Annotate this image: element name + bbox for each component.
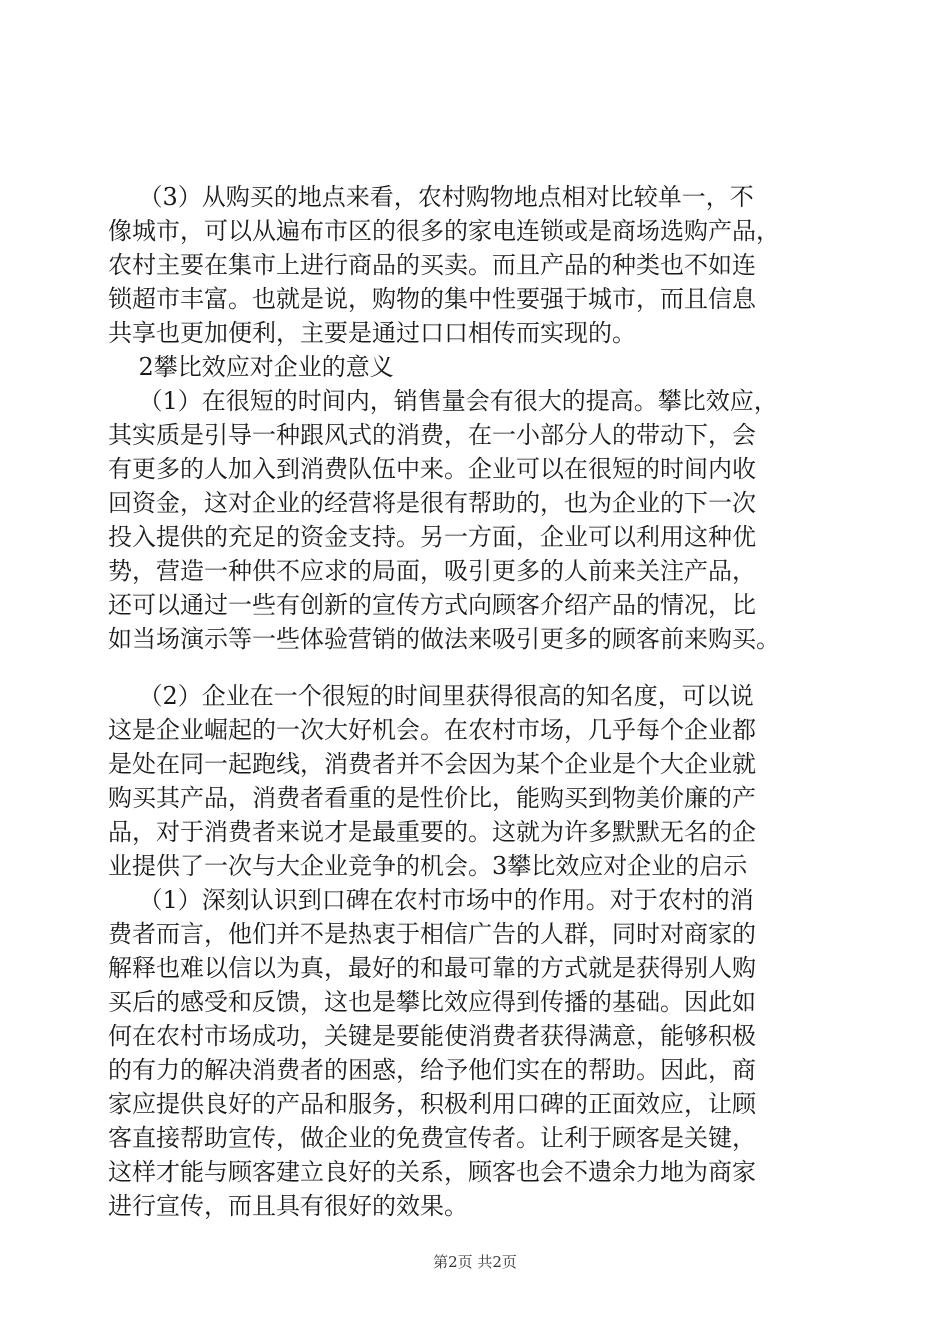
text-line: 是处在同一起跑线，消费者并不会因为某个企业是个大企业就	[108, 750, 756, 778]
text-line: 这样才能与顾客建立良好的关系，顾客也会不遗余力地为商家	[108, 1158, 756, 1186]
text-line: 客直接帮助宣传，做企业的免费宣传者。让利于顾客是关键，	[108, 1124, 756, 1152]
text-line: （2）企业在一个很短的时间里获得很高的知名度，可以说	[108, 682, 754, 710]
text-line: 像城市，可以从遍布市区的很多的家电连锁或是商场选购产品，	[108, 217, 780, 245]
text-line: 家应提供良好的产品和服务，积极利用口碑的正面效应，让顾	[108, 1090, 756, 1118]
text-line: 其实质是引导一种跟风式的消费，在一小部分人的带动下，会	[108, 421, 756, 449]
text-line: 投入提供的充足的资金支持。另一方面，企业可以利用这种优	[108, 523, 756, 551]
text-line: 解释也难以信以为真，最好的和最可靠的方式就是获得别人购	[108, 954, 756, 982]
text-line: 农村主要在集市上进行商品的买卖。而且产品的种类也不如连	[108, 251, 756, 279]
text-line: 如当场演示等一些体验营销的做法来吸引更多的顾客前来购买。	[108, 625, 780, 653]
text-line: 还可以通过一些有创新的宣传方式向顾客介绍产品的情况，比	[108, 591, 756, 619]
text-line: 势，营造一种供不应求的局面，吸引更多的人前来关注产品，	[108, 557, 756, 585]
section-heading: 2攀比效应对企业的意义	[108, 353, 394, 381]
text-line: 的有力的解决消费者的困惑，给予他们实在的帮助。因此，商	[108, 1056, 756, 1084]
text-line: 何在农村市场成功，关键是要能使消费者获得满意，能够积极	[108, 1022, 756, 1050]
text-line: 品，对于消费者来说才是最重要的。这就为许多默默无名的企	[108, 818, 756, 846]
text-line: 回资金，这对企业的经营将是很有帮助的，也为企业的下一次	[108, 489, 756, 517]
text-line: 共享也更加便利，主要是通过口口相传而实现的。	[108, 319, 636, 347]
text-line: 购买其产品，消费者看重的是性价比，能购买到物美价廉的产	[108, 784, 756, 812]
text-line: 这是企业崛起的一次大好机会。在农村市场，几乎每个企业都	[108, 716, 756, 744]
text-line: 锁超市丰富。也就是说，购物的集中性要强于城市，而且信息	[108, 285, 756, 313]
page-number-footer: 第2页 共2页	[433, 1253, 517, 1271]
text-line: 买后的感受和反馈，这也是攀比效应得到传播的基础。因此如	[108, 988, 756, 1016]
text-line: 进行宣传，而且具有很好的效果。	[108, 1192, 468, 1220]
text-line: 业提供了一次与大企业竞争的机会。3攀比效应对企业的启示	[108, 852, 748, 880]
text-line: （1）深刻认识到口碑在农村市场中的作用。对于农村的消	[108, 886, 754, 914]
text-line: 有更多的人加入到消费队伍中来。企业可以在很短的时间内收	[108, 455, 756, 483]
text-line: （3）从购买的地点来看，农村购物地点相对比较单一，不	[108, 183, 754, 211]
text-line: （1）在很短的时间内，销售量会有很大的提高。攀比效应，	[108, 387, 778, 415]
text-line: 费者而言，他们并不是热衷于相信广告的人群，同时对商家的	[108, 920, 756, 948]
